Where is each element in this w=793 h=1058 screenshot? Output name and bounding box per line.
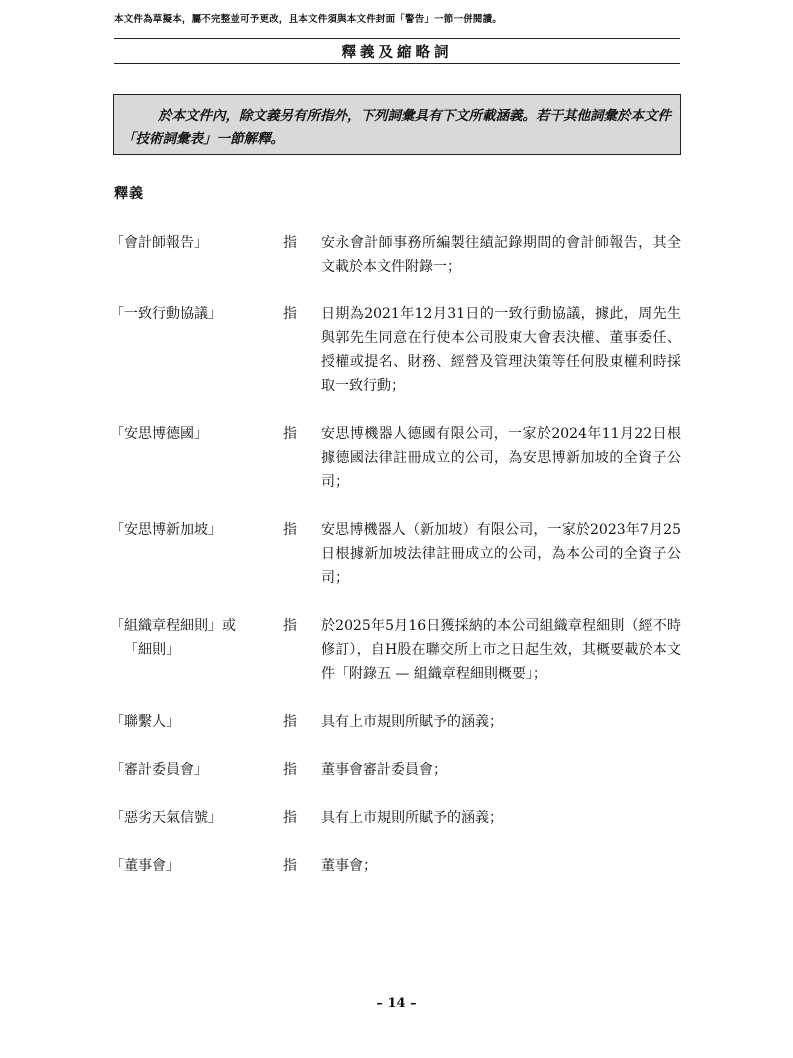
page-title: 釋義及縮略詞 [341,45,453,61]
definition-term: 「安思博德國」 [110,426,208,442]
definition-term: 「會計師報告」 [110,235,208,251]
definition-term: 「審計委員會」 [110,762,208,778]
definition-term: 「聯繫人」 [110,714,180,730]
definition-means: 指 [283,762,297,778]
notice-text: 於本文件內，除文義另有所指外，下列詞彙具有下文所載涵義。若干其他詞彙於本文件「技術詞彙表」一節解釋。 [122,108,671,147]
definition-means: 指 [283,522,297,538]
definition-description: 安思博機器人（新加坡）有限公司，一家於2023年7月25日根據新加坡法律註冊成立的公司，為本公司的全資子公司； [321,522,681,586]
definition-means: 指 [283,235,297,251]
section-heading: 釋義 [114,186,144,202]
definition-description: 董事會； [321,858,377,874]
definition-description: 於2025年5月16日獲採納的本公司組織章程細則（經不時修訂），自H股在聯交所上市之日起生效，其概要載於本文件「附錄五 — 組織章程細則概要」； [321,618,681,682]
definition-means: 指 [283,810,297,826]
page-number: – 14 – [376,996,417,1011]
definition-description: 董事會審計委員會； [321,762,447,778]
definition-means: 指 [283,306,297,322]
definition-term: 「安思博新加坡」 [110,522,222,538]
notice-box [113,94,681,155]
definition-description: 具有上市規則所賦予的涵義； [321,810,503,826]
draft-notice: 本文件為草擬本，屬不完整並可予更改，且本文件須與本文件封面「警告」一節一併閱讀。 [114,14,503,25]
definition-term: 「一致行動協議」 [110,306,222,322]
definition-description: 安思博機器人德國有限公司，一家於2024年11月22日根據德國法律註冊成立的公司，為安思博新加坡的全資子公司； [321,426,681,490]
definition-description: 安永會計師事務所編製往績記錄期間的會計師報告，其全文載於本文件附錄一； [321,235,681,275]
definition-means: 指 [283,426,297,442]
definition-term: 「組織章程細則」或 「細則」 [110,618,236,658]
definition-term: 「董事會」 [110,858,180,874]
header-bottom-rule [114,63,680,64]
definition-description: 具有上市規則所賦予的涵義； [321,714,503,730]
definition-term: 「惡劣天氣信號」 [110,810,222,826]
definition-means: 指 [283,858,297,874]
definition-description: 日期為2021年12月31日的一致行動協議，據此，周先生與郭先生同意在行使本公司股東大會表決權、董事委任、授權或提名、財務、經營及管理決策等任何股東權利時採取一致行動； [321,306,681,394]
header-top-rule [114,38,680,39]
definition-means: 指 [283,618,297,634]
definition-means: 指 [283,714,297,730]
